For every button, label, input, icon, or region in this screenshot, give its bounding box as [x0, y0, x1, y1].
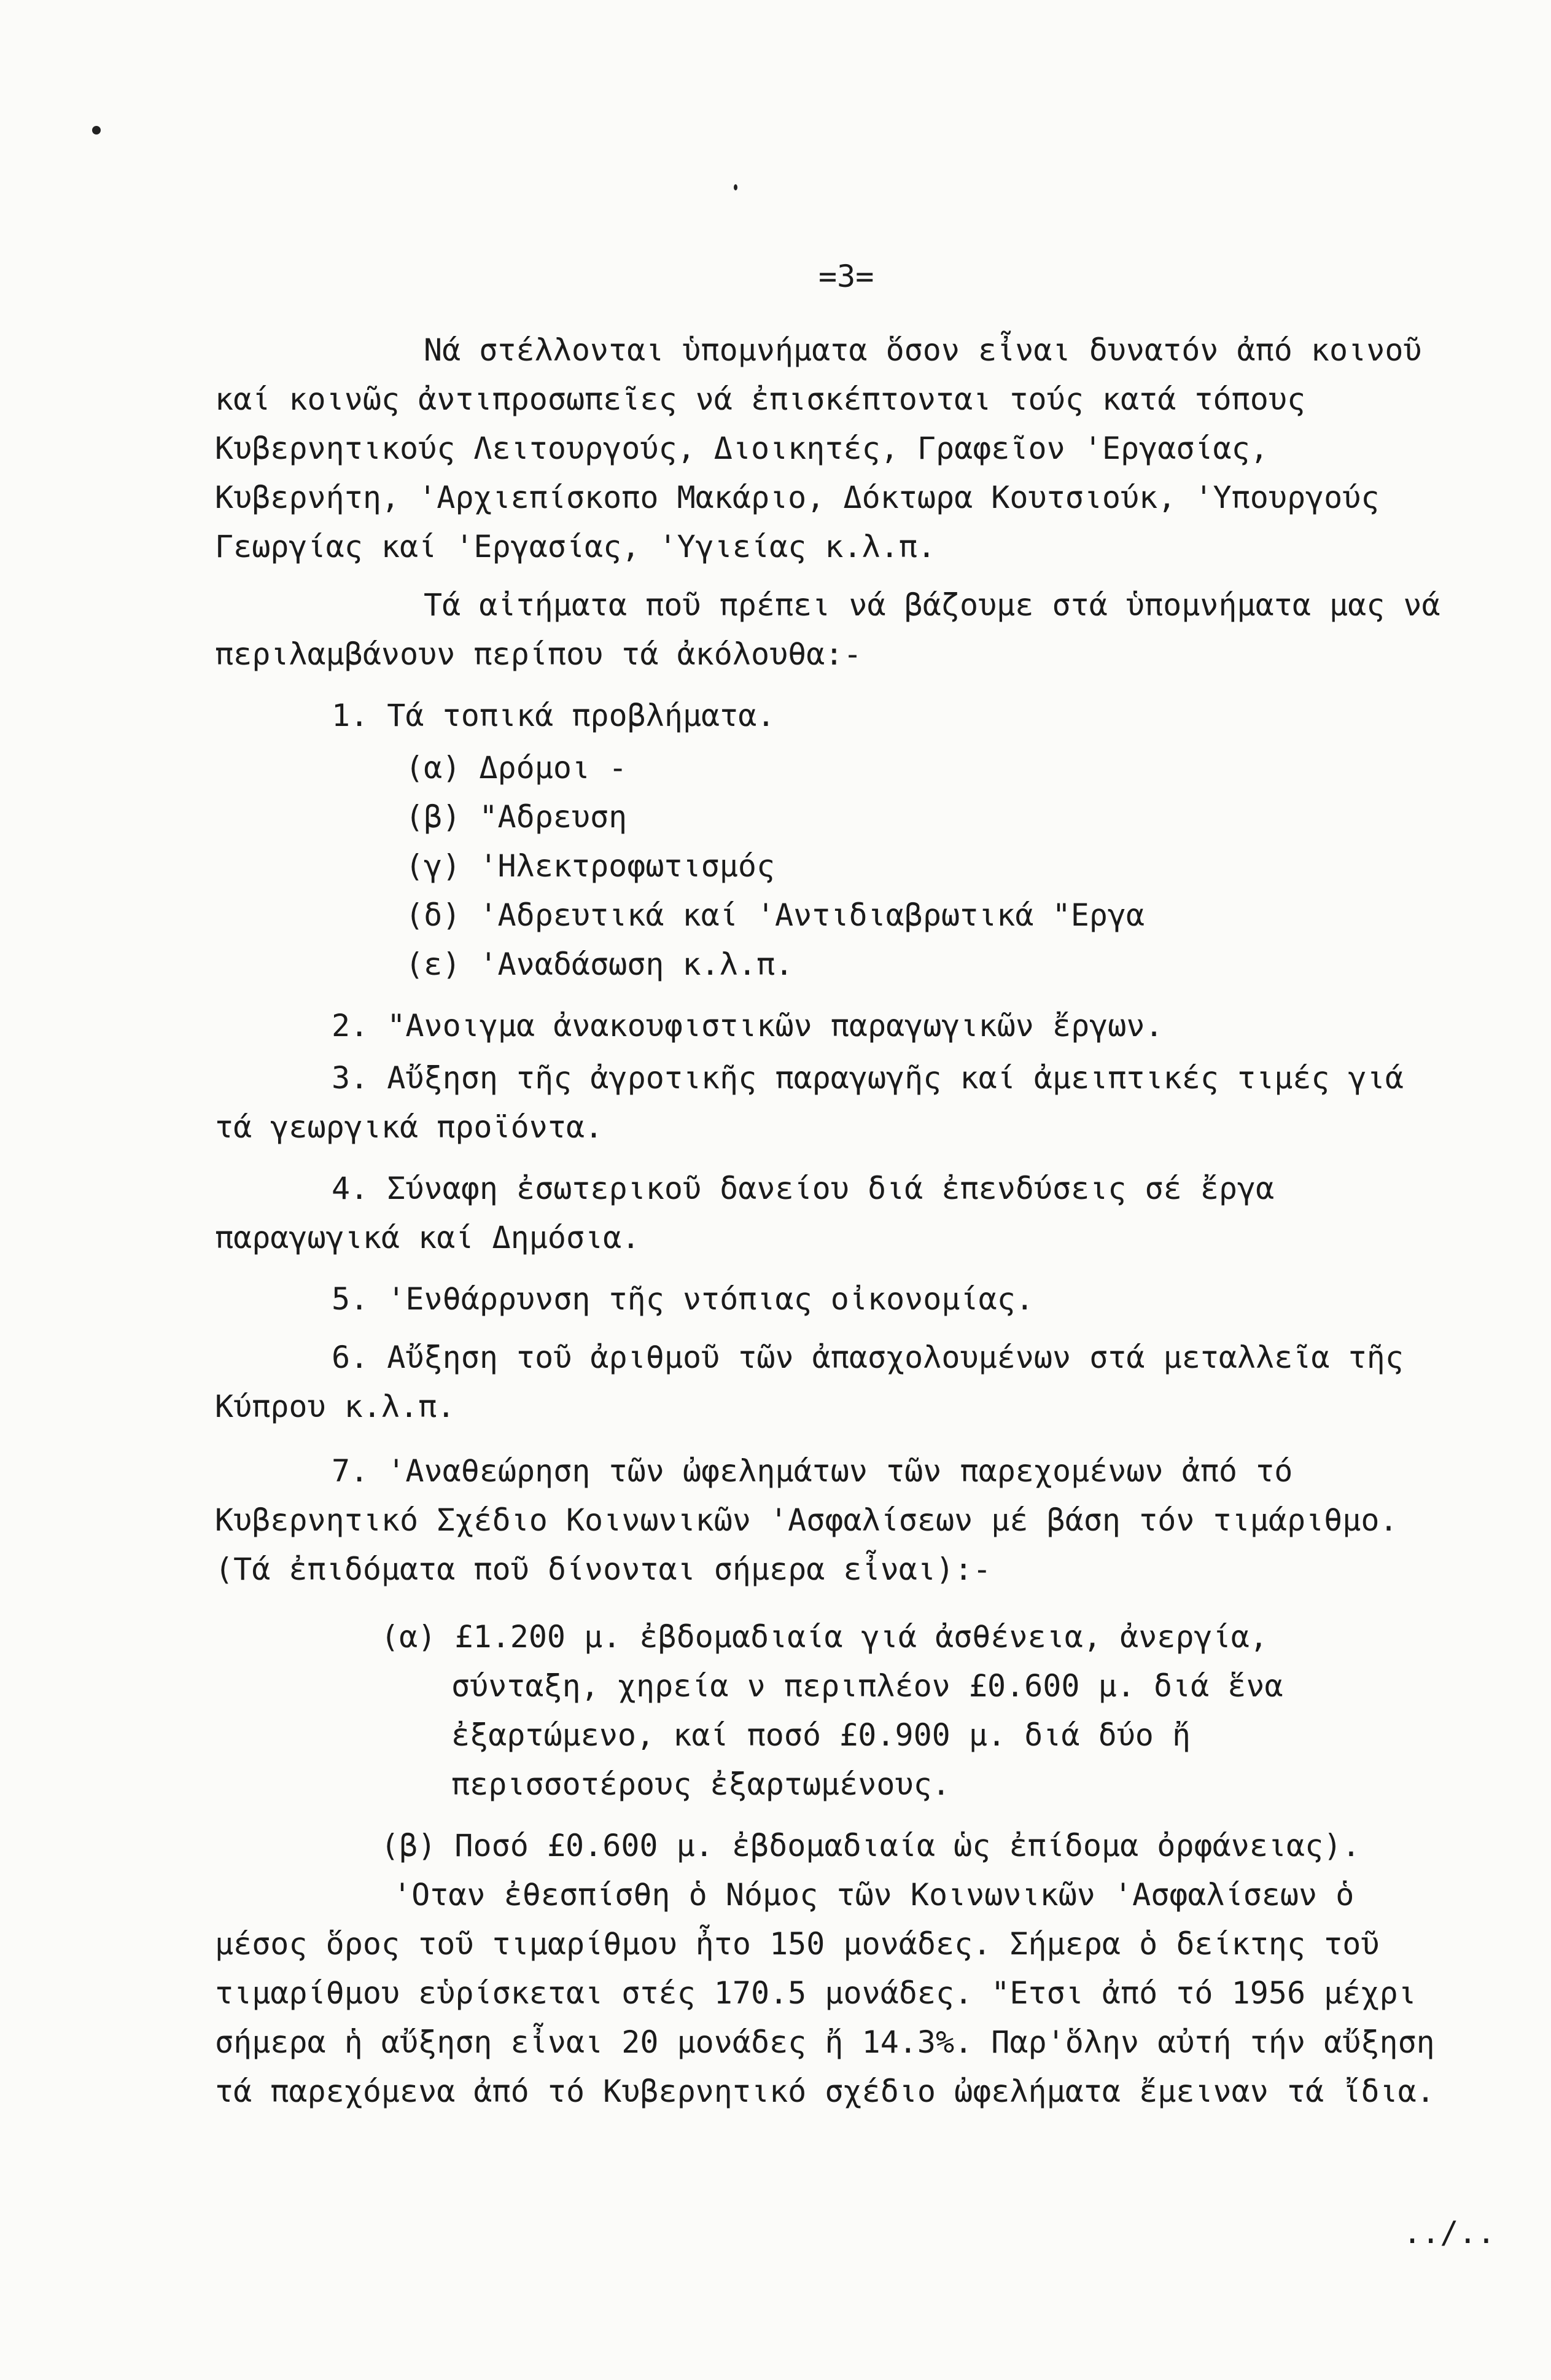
list-item-4 — [215, 1164, 1455, 1262]
list-item-text: 1. Τά τοπικά προβλήματα. — [332, 698, 776, 733]
list-item-2 — [332, 1001, 1455, 1050]
benefit-item-a: (α) £1.200 μ. ἐβδομαδιαία γιά ἀσθένεια, ἀνεργία, σύνταξη, χηρεία ν περιπλέον £0.600 μ. διά ἕνα ἐξαρτώμενο, καί ποσό £0.900 μ. διά δύο ἤ περισσοτέρους ἐξαρτωμένους. — [381, 1619, 1283, 1802]
paragraph-memoranda — [215, 326, 1455, 571]
list-item-3 — [215, 1053, 1455, 1152]
list-item-1 — [332, 691, 1455, 740]
list-item-text: 7. 'Αναθεώρηση τῶν ὠφελημάτων τῶν παρεχομένων ἀπό τό Κυβερνητικό Σχέδιο Κοινωνικῶν 'Ασφαλίσεων μέ βάση τόν τιμάριθμο. (Τά ἐπιδόματα ποῦ δίνονται σήμερα εἶναι):- — [215, 1453, 1398, 1587]
paragraph-text: 'Οταν ἐθεσπίσθη ὁ Νόμος τῶν Κοινωνικῶν 'Ασφαλίσεων ὁ μέσος ὅρος τοῦ τιμαρίθμου ἦτο 150 μονάδες. Σήμερα ὁ δείκτης τοῦ τιμαρίθμου εὑρίσκεται στές 170.5 μονάδες. "Ετσι ἀπό τό 1956 μέχρι σήμερα ἡ αὔξηση εἶναι 20 μονάδες ἤ 14.3%. Παρ'ὅλην αὐτή τήν αὔξηση τά παρεχόμενα ἀπό τό Κυβερνητικό σχέδιο ὠφελήματα ἔμειναν τά ἴδια. — [215, 1877, 1435, 2109]
sublist-item: (α) Δρόμοι - — [405, 750, 628, 786]
paragraph-index-increase — [215, 1870, 1455, 2116]
list-item-6 — [215, 1333, 1455, 1431]
sublist-item: (β) "Αδρευση — [405, 799, 628, 835]
list-item-text: 2. "Ανοιγμα ἀνακουφιστικῶν παραγωγικῶν ἔργων. — [332, 1008, 1164, 1044]
scan-speck — [734, 184, 737, 190]
list-item-text: 3. Αὔξηση τῆς ἀγροτικῆς παραγωγῆς καί ἀμειπτικές τιμές γιά τά γεωργικά προϊόντα. — [215, 1060, 1404, 1145]
sublist-item: (ε) 'Αναδάσωση κ.λ.π. — [405, 946, 794, 982]
list-item-7 — [215, 1446, 1455, 1594]
paragraph-text: Τά αἰτήματα ποῦ πρέπει νά βάζουμε στά ὑπομνήματα μας νά περιλαμβάνουν περίπου τά ἀκόλουθα:- — [215, 587, 1440, 672]
continuation-mark: ../.. — [1403, 2215, 1496, 2250]
paragraph-demands — [215, 580, 1455, 679]
sublist-item: (δ) 'Αδρευτικά καί 'Αντιδιαβρωτικά "Εργα — [405, 897, 1145, 933]
scan-speck — [92, 126, 101, 135]
list-item-text: 4. Σύναφη ἐσωτερικοῦ δανείου διά ἐπενδύσεις σέ ἔργα παραγωγικά καί Δημόσια. — [215, 1171, 1275, 1255]
sublist-item: (γ) 'Ηλεκτροφωτισμός — [405, 848, 776, 884]
page-number: =3= — [818, 259, 874, 294]
sublist-benefits — [381, 1612, 1425, 1870]
list-item-text: 5. 'Ενθάρρυνση τῆς ντόπιας οἰκονομίας. — [332, 1281, 1034, 1317]
benefit-item-b: (β) Ποσό £0.600 μ. ἐβδομαδιαία ὡς ἐπίδομα ὀρφάνειας). — [381, 1828, 1361, 1863]
sublist-local-problems — [405, 743, 1388, 989]
list-item-text: 6. Αὔξηση τοῦ ἀριθμοῦ τῶν ἀπασχολουμένων στά μεταλλεῖα τῆς Κύπρου κ.λ.π. — [215, 1340, 1404, 1424]
list-item-5 — [332, 1274, 1455, 1324]
paragraph-text: Νά στέλλονται ὑπομνήματα ὅσον εἶναι δυνατόν ἀπό κοινοῦ καί κοινῶς ἀντιπροσωπεῖες νά ἐπισκέπτονται τούς κατά τόπους Κυβερνητικούς Λειτουργούς, Διοικητές, Γραφεῖον 'Εργασίας, Κυβερνήτη, 'Αρχιεπίσκοπο Μακάριο, Δόκτωρα Κουτσιούκ, 'Υπουργούς Γεωργίας καί 'Εργασίας, 'Υγιείας κ.λ.π. — [215, 332, 1422, 564]
